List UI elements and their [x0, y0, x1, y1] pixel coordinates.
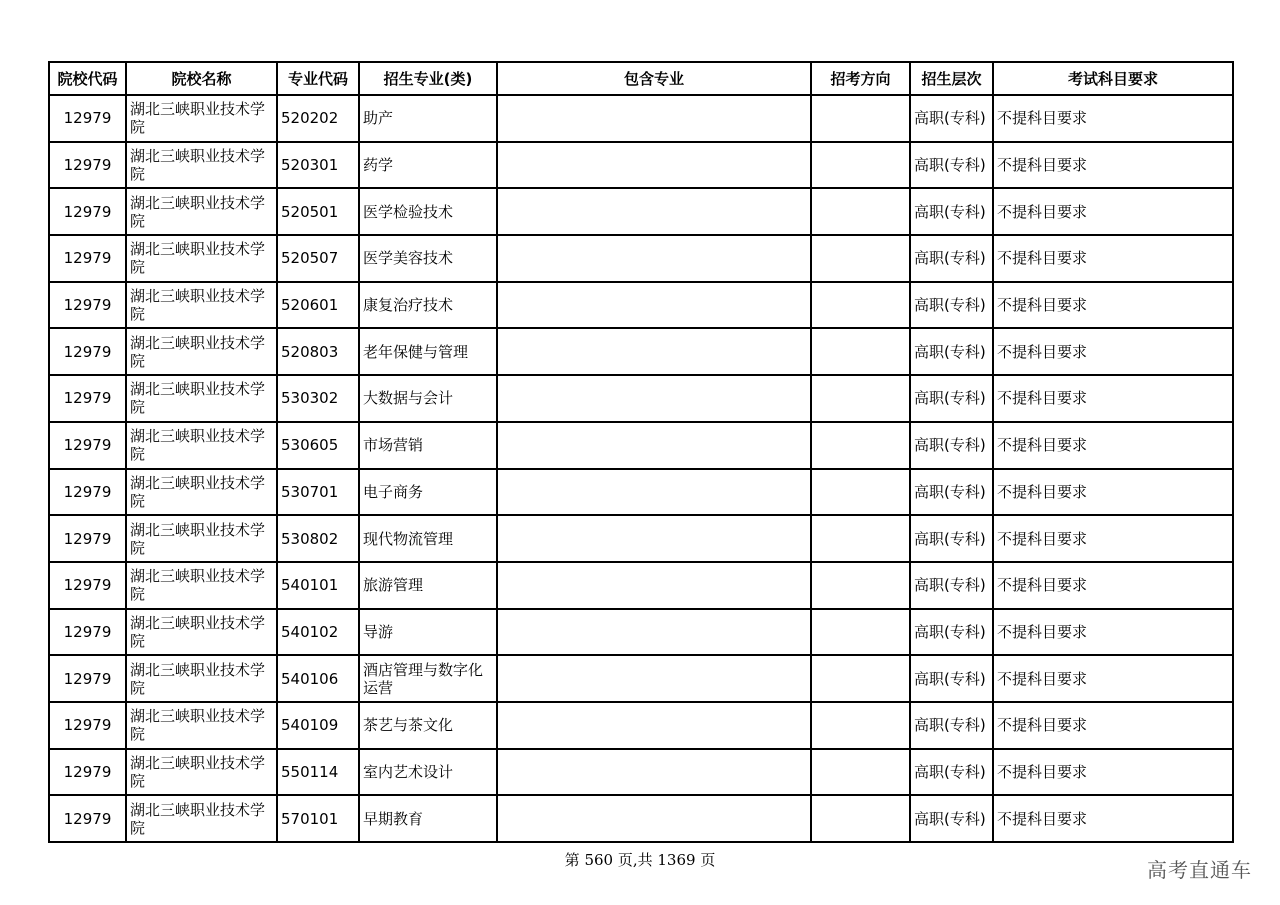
cell-requirement: 不提科目要求: [993, 562, 1233, 609]
cell-requirement: 不提科目要求: [993, 95, 1233, 142]
table-row: [49, 95, 1233, 142]
cell-school-name: 湖北三峡职业技术学院: [126, 562, 277, 609]
cell-requirement: 不提科目要求: [993, 142, 1233, 189]
cell-major: 康复治疗技术: [359, 282, 497, 329]
cell-school-name: 湖北三峡职业技术学院: [126, 328, 277, 375]
cell-direction: [811, 609, 910, 656]
cell-direction: [811, 515, 910, 562]
cell-requirement: 不提科目要求: [993, 235, 1233, 282]
table-row: [49, 282, 1233, 329]
table-row: [49, 749, 1233, 796]
cell-major: 旅游管理: [359, 562, 497, 609]
cell-school-name: 湖北三峡职业技术学院: [126, 609, 277, 656]
cell-major: 导游: [359, 609, 497, 656]
cell-major: 电子商务: [359, 469, 497, 516]
cell-school-code: 12979: [49, 282, 126, 329]
cell-major: 茶艺与茶文化: [359, 702, 497, 749]
table-row: [49, 235, 1233, 282]
cell-requirement: 不提科目要求: [993, 328, 1233, 375]
cell-direction: [811, 95, 910, 142]
cell-includes: [497, 375, 811, 422]
cell-school-name: 湖北三峡职业技术学院: [126, 188, 277, 235]
cell-includes: [497, 282, 811, 329]
table-row: [49, 469, 1233, 516]
cell-includes: [497, 95, 811, 142]
cell-school-code: 12979: [49, 655, 126, 702]
cell-major: 医学美容技术: [359, 235, 497, 282]
cell-school-name: 湖北三峡职业技术学院: [126, 655, 277, 702]
cell-major: 医学检验技术: [359, 188, 497, 235]
cell-requirement: 不提科目要求: [993, 188, 1233, 235]
cell-school-name: 湖北三峡职业技术学院: [126, 142, 277, 189]
cell-level: 高职(专科): [910, 795, 993, 842]
cell-school-code: 12979: [49, 375, 126, 422]
cell-direction: [811, 375, 910, 422]
cell-school-code: 12979: [49, 562, 126, 609]
cell-major-code: 570101: [277, 795, 359, 842]
cell-major-code: 540102: [277, 609, 359, 656]
cell-level: 高职(专科): [910, 749, 993, 796]
cell-direction: [811, 422, 910, 469]
cell-school-code: 12979: [49, 795, 126, 842]
enrollment-table: [48, 61, 1234, 843]
cell-includes: [497, 795, 811, 842]
cell-direction: [811, 702, 910, 749]
table-row: [49, 609, 1233, 656]
cell-school-name: 湖北三峡职业技术学院: [126, 95, 277, 142]
cell-requirement: 不提科目要求: [993, 702, 1233, 749]
cell-school-name: 湖北三峡职业技术学院: [126, 282, 277, 329]
cell-major-code: 530701: [277, 469, 359, 516]
cell-level: 高职(专科): [910, 95, 993, 142]
cell-major-code: 530802: [277, 515, 359, 562]
cell-school-name: 湖北三峡职业技术学院: [126, 749, 277, 796]
cell-level: 高职(专科): [910, 469, 993, 516]
table-row: [49, 188, 1233, 235]
cell-school-code: 12979: [49, 469, 126, 516]
cell-includes: [497, 328, 811, 375]
cell-major: 大数据与会计: [359, 375, 497, 422]
cell-school-code: 12979: [49, 609, 126, 656]
page-footer: 第 560 页,共 1369 页: [564, 851, 716, 869]
cell-major: 早期教育: [359, 795, 497, 842]
cell-requirement: 不提科目要求: [993, 515, 1233, 562]
header-requirement: 考试科目要求: [993, 62, 1233, 95]
cell-major-code: 540101: [277, 562, 359, 609]
cell-direction: [811, 328, 910, 375]
cell-major: 室内艺术设计: [359, 749, 497, 796]
table-row: [49, 655, 1233, 702]
cell-major-code: 530302: [277, 375, 359, 422]
cell-direction: [811, 282, 910, 329]
table-row: [49, 328, 1233, 375]
cell-level: 高职(专科): [910, 422, 993, 469]
cell-requirement: 不提科目要求: [993, 795, 1233, 842]
cell-school-name: 湖北三峡职业技术学院: [126, 702, 277, 749]
cell-includes: [497, 609, 811, 656]
cell-school-name: 湖北三峡职业技术学院: [126, 469, 277, 516]
cell-includes: [497, 562, 811, 609]
cell-direction: [811, 749, 910, 796]
header-level: 招生层次: [910, 62, 993, 95]
cell-major: 药学: [359, 142, 497, 189]
cell-direction: [811, 562, 910, 609]
cell-school-name: 湖北三峡职业技术学院: [126, 422, 277, 469]
cell-level: 高职(专科): [910, 235, 993, 282]
cell-major: 老年保健与管理: [359, 328, 497, 375]
cell-school-name: 湖北三峡职业技术学院: [126, 375, 277, 422]
table-row: [49, 375, 1233, 422]
table-row: [49, 702, 1233, 749]
cell-major-code: 520301: [277, 142, 359, 189]
cell-major-code: 520507: [277, 235, 359, 282]
cell-major-code: 550114: [277, 749, 359, 796]
cell-includes: [497, 749, 811, 796]
cell-direction: [811, 655, 910, 702]
cell-includes: [497, 655, 811, 702]
cell-direction: [811, 235, 910, 282]
header-includes: 包含专业: [497, 62, 811, 95]
cell-school-code: 12979: [49, 95, 126, 142]
cell-includes: [497, 422, 811, 469]
cell-level: 高职(专科): [910, 328, 993, 375]
table-header-row: [49, 62, 1233, 95]
table-row: [49, 142, 1233, 189]
table-row: [49, 562, 1233, 609]
cell-school-code: 12979: [49, 422, 126, 469]
table-row: [49, 515, 1233, 562]
cell-level: 高职(专科): [910, 702, 993, 749]
cell-school-code: 12979: [49, 188, 126, 235]
cell-major-code: 520501: [277, 188, 359, 235]
cell-level: 高职(专科): [910, 655, 993, 702]
cell-major: 现代物流管理: [359, 515, 497, 562]
cell-school-code: 12979: [49, 328, 126, 375]
cell-school-code: 12979: [49, 235, 126, 282]
cell-school-code: 12979: [49, 702, 126, 749]
cell-level: 高职(专科): [910, 142, 993, 189]
header-major-code: 专业代码: [277, 62, 359, 95]
cell-school-name: 湖北三峡职业技术学院: [126, 515, 277, 562]
cell-major-code: 540106: [277, 655, 359, 702]
table-row: [49, 422, 1233, 469]
cell-includes: [497, 469, 811, 516]
cell-requirement: 不提科目要求: [993, 655, 1233, 702]
cell-major: 市场营销: [359, 422, 497, 469]
table-row: [49, 795, 1233, 842]
cell-includes: [497, 142, 811, 189]
cell-direction: [811, 795, 910, 842]
cell-school-code: 12979: [49, 515, 126, 562]
cell-school-code: 12979: [49, 749, 126, 796]
cell-major-code: 540109: [277, 702, 359, 749]
cell-school-name: 湖北三峡职业技术学院: [126, 235, 277, 282]
cell-school-name: 湖北三峡职业技术学院: [126, 795, 277, 842]
cell-requirement: 不提科目要求: [993, 422, 1233, 469]
cell-includes: [497, 235, 811, 282]
cell-includes: [497, 515, 811, 562]
cell-major-code: 530605: [277, 422, 359, 469]
cell-level: 高职(专科): [910, 609, 993, 656]
cell-requirement: 不提科目要求: [993, 749, 1233, 796]
table-body: [49, 95, 1233, 842]
cell-level: 高职(专科): [910, 562, 993, 609]
cell-level: 高职(专科): [910, 375, 993, 422]
cell-level: 高职(专科): [910, 282, 993, 329]
cell-direction: [811, 142, 910, 189]
cell-requirement: 不提科目要求: [993, 469, 1233, 516]
cell-direction: [811, 469, 910, 516]
cell-major: 助产: [359, 95, 497, 142]
cell-school-code: 12979: [49, 142, 126, 189]
cell-includes: [497, 188, 811, 235]
watermark: 高考直通车: [1147, 858, 1252, 882]
header-major: 招生专业(类): [359, 62, 497, 95]
cell-level: 高职(专科): [910, 188, 993, 235]
cell-major-code: 520803: [277, 328, 359, 375]
cell-major-code: 520601: [277, 282, 359, 329]
cell-requirement: 不提科目要求: [993, 282, 1233, 329]
cell-direction: [811, 188, 910, 235]
cell-requirement: 不提科目要求: [993, 375, 1233, 422]
cell-level: 高职(专科): [910, 515, 993, 562]
cell-includes: [497, 702, 811, 749]
header-school-name: 院校名称: [126, 62, 277, 95]
header-direction: 招考方向: [811, 62, 910, 95]
header-school-code: 院校代码: [49, 62, 126, 95]
cell-major-code: 520202: [277, 95, 359, 142]
cell-major: 酒店管理与数字化运营: [359, 655, 497, 702]
cell-requirement: 不提科目要求: [993, 609, 1233, 656]
